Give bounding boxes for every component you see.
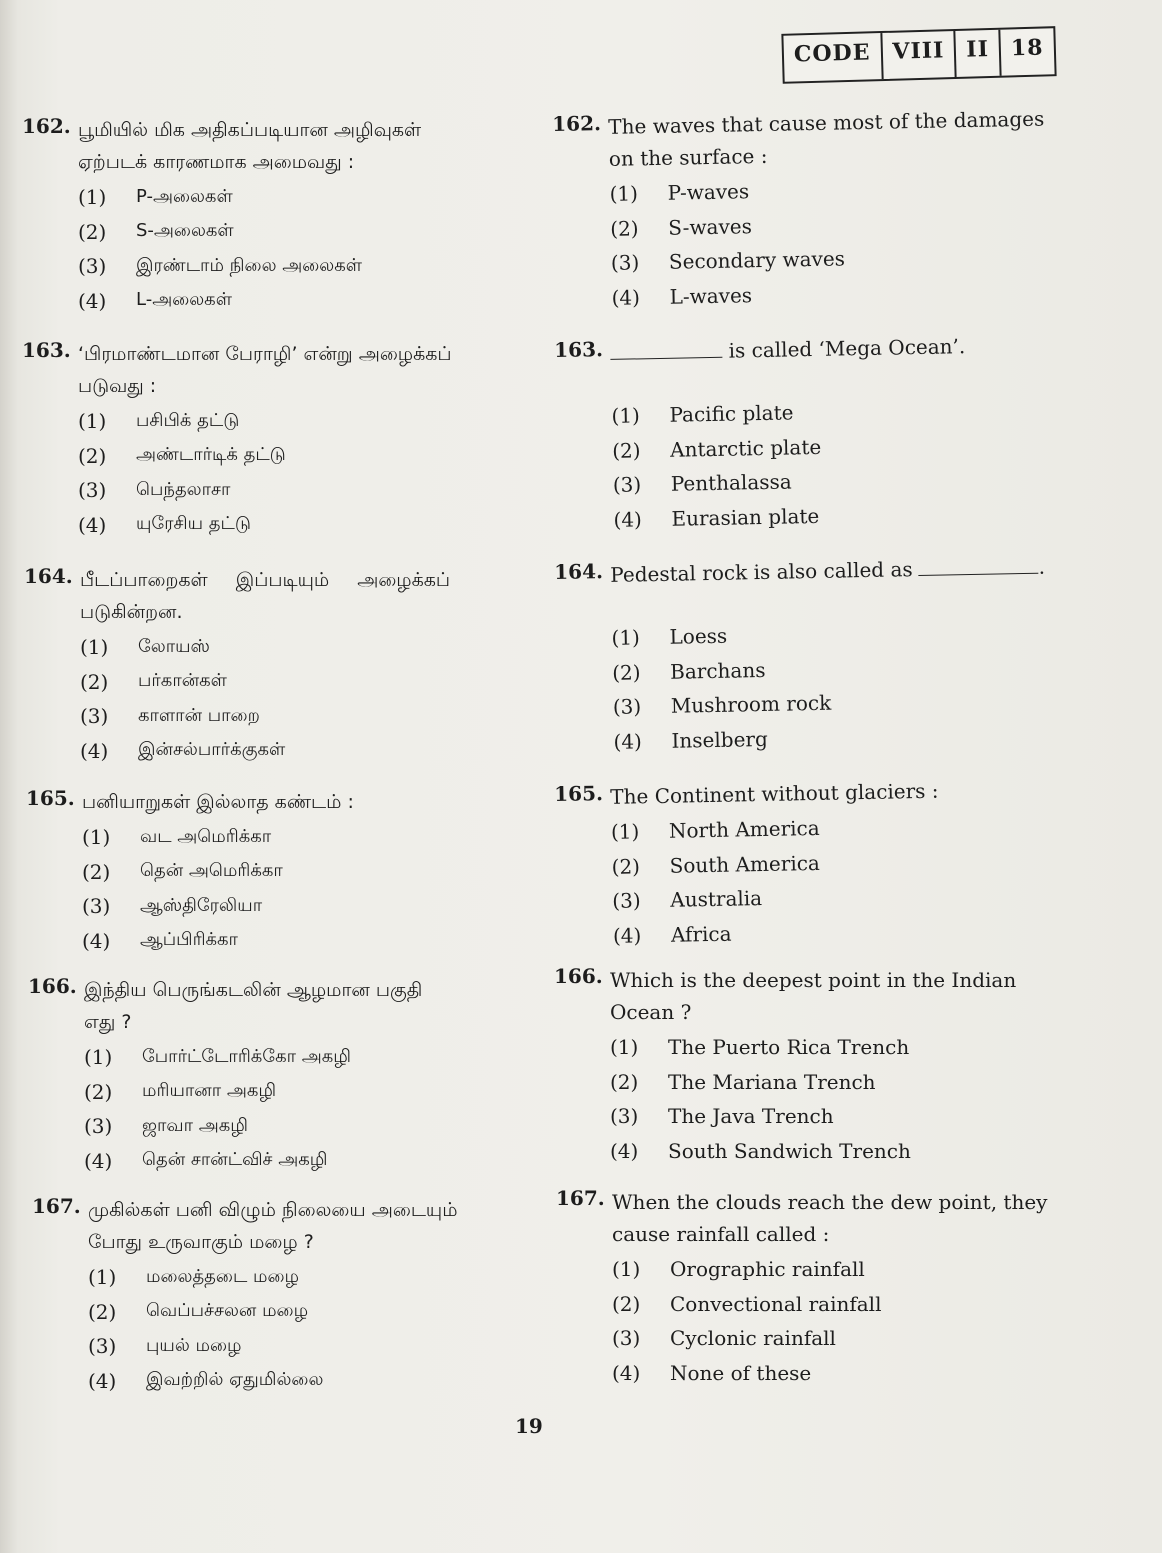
question-number: 166. — [554, 964, 603, 988]
question-stem: பீடப்பாறைகள் இப்படியும் அழைக்கப் படுகின்றன. — [80, 569, 451, 623]
question-stem: முகில்கள் பனி விழும் நிலையை அடையும் போது உருவாகும் மழை ? — [88, 1199, 458, 1253]
option: (3) The Java Trench — [610, 1104, 834, 1129]
option: (3) Mushroom rock — [612, 690, 832, 720]
question-stem: இந்திய பெருங்கடலின் ஆழமான பகுதி எது ? — [84, 979, 423, 1033]
question-number: 167. — [556, 1186, 605, 1210]
option: (2) S-waves — [610, 213, 753, 241]
question-number: 164. — [554, 559, 604, 584]
option: (1) மலைத்தடை மழை — [88, 1265, 299, 1290]
option: (1) வட அமெரிக்கா — [82, 825, 272, 850]
question-stem: The Continent without glaciers : — [610, 778, 939, 809]
option: (1) The Puerto Rica Trench — [610, 1035, 910, 1060]
option: (4) L-waves — [611, 282, 753, 310]
option: (4) Africa — [612, 921, 732, 948]
code-box — [781, 26, 1056, 84]
option: (4) L-அலைகள் — [78, 288, 232, 313]
question-number: 165. — [554, 781, 604, 806]
option: (3) பெந்தலாசா — [78, 478, 231, 503]
page-number: 19 — [515, 1414, 543, 1438]
option: (1) Orographic rainfall — [612, 1257, 865, 1282]
tamil-question-167 — [32, 1194, 458, 1398]
option: (1) லோயஸ் — [80, 635, 210, 660]
tamil-question-162 — [22, 114, 421, 318]
option: (3) ஜாவா அகழி — [84, 1114, 249, 1139]
option: (4) Eurasian plate — [613, 503, 820, 532]
code-part-2: II — [956, 30, 1002, 77]
question-number: 162. — [22, 114, 71, 138]
question-stem: is called ‘Mega Ocean’. — [610, 330, 966, 369]
option: (4) ஆப்பிரிக்கா — [82, 928, 238, 953]
option: (4) இன்சல்பார்க்குகள் — [80, 738, 286, 763]
question-number: 167. — [32, 1194, 81, 1218]
option: (3) Cyclonic rainfall — [612, 1326, 836, 1351]
code-label: CODE — [783, 33, 883, 82]
question-stem: The waves that cause most of the damages on the surface : — [608, 106, 1045, 171]
option: (1) P-அலைகள் — [78, 185, 233, 210]
option: (2) பர்கான்கள் — [80, 669, 227, 694]
tamil-question-164 — [24, 564, 450, 768]
option: (4) None of these — [612, 1360, 812, 1385]
option: (4) யுரேசிய தட்டு — [78, 512, 251, 537]
english-question-166 — [554, 964, 1016, 1168]
option: (2) Antarctic plate — [611, 434, 822, 463]
english-question-164 — [554, 551, 1049, 760]
question-stem: Which is the deepest point in the Indian Ocean ? — [610, 968, 1017, 1024]
option: (1) North America — [610, 816, 820, 845]
code-part-1: VIII — [882, 31, 957, 79]
option: (3) காளான் பாறை — [80, 704, 260, 729]
option: (2) மரியானா அகழி — [84, 1079, 277, 1104]
question-number: 162. — [552, 111, 602, 136]
option: (4) South Sandwich Trench — [610, 1138, 911, 1163]
option: (3) Australia — [612, 886, 763, 914]
option: (4) Inselberg — [613, 726, 768, 754]
question-stem: When the clouds reach the dew point, they cause rainfall called : — [612, 1190, 1048, 1246]
option: (2) வெப்பச்சலன மழை — [88, 1299, 309, 1324]
option: (2) தென் அமெரிக்கா — [82, 859, 283, 884]
option: (1) Pacific plate — [611, 400, 794, 429]
tamil-question-166 — [28, 974, 422, 1178]
option: (3) Secondary waves — [610, 246, 846, 276]
english-question-163 — [554, 330, 969, 538]
question-number: 166. — [28, 974, 77, 998]
question-stem: Pedestal rock is also called as . — [610, 554, 1046, 587]
question-number: 165. — [26, 786, 75, 810]
option: (1) போர்ட்டோரிக்கோ அகழி — [84, 1045, 351, 1070]
question-stem: பனியாறுகள் இல்லாத கண்டம் : — [82, 791, 354, 813]
english-question-165 — [554, 775, 942, 954]
option: (2) Convectional rainfall — [612, 1291, 882, 1316]
question-stem: பூமியில் மிக அதிகப்படியான அழிவுகள் ஏற்படக் காரணமாக அமைவது : — [78, 119, 422, 173]
option: (3) இரண்டாம் நிலை அலைகள் — [78, 254, 362, 279]
english-question-167 — [556, 1186, 1047, 1390]
tamil-question-163 — [22, 338, 452, 542]
option: (3) Penthalassa — [612, 469, 792, 498]
option: (1) Loess — [611, 623, 728, 651]
option: (2) Barchans — [611, 657, 766, 685]
option: (4) இவற்றில் ஏதுமில்லை — [88, 1368, 324, 1393]
option: (2) அண்டார்டிக் தட்டு — [78, 443, 286, 468]
option: (2) South America — [611, 850, 821, 879]
question-number: 164. — [24, 564, 73, 588]
option: (2) S-அலைகள் — [78, 219, 234, 244]
question-stem: ‘பிரமாண்டமான பேராழி’ என்று அழைக்கப் படுவது : — [78, 343, 452, 397]
option: (1) P-waves — [609, 179, 750, 207]
option: (3) புயல் மழை — [88, 1334, 242, 1359]
answer-blank — [610, 337, 722, 360]
answer-blank — [918, 555, 1038, 576]
question-number: 163. — [554, 337, 604, 362]
tamil-question-165 — [26, 786, 354, 958]
option: (2) The Mariana Trench — [610, 1069, 876, 1094]
option: (3) ஆஸ்திரேலியா — [82, 894, 263, 919]
english-question-162 — [552, 103, 1048, 316]
question-number: 163. — [22, 338, 71, 362]
code-part-3: 18 — [1010, 34, 1044, 62]
option: (4) தென் சான்ட்விச் அகழி — [84, 1148, 328, 1173]
option: (1) பசிபிக் தட்டு — [78, 409, 240, 434]
